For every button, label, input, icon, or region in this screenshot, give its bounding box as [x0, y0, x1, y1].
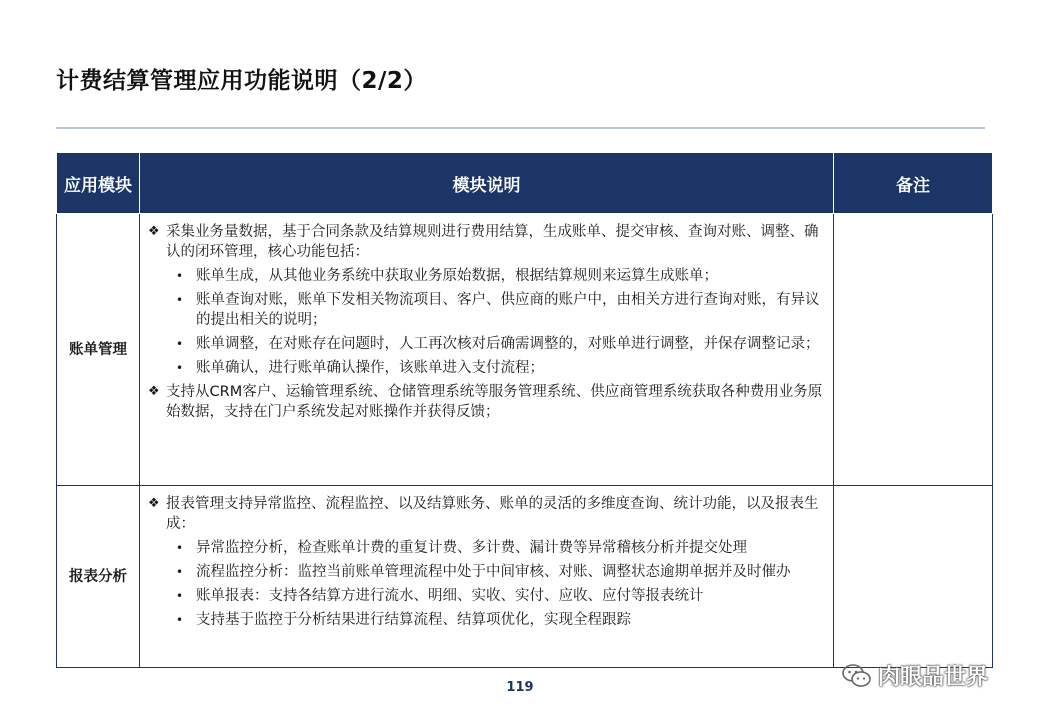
title-divider	[56, 127, 985, 129]
column-header-note: 备注	[834, 153, 993, 214]
column-header-description: 模块说明	[140, 153, 834, 214]
column-header-module: 应用模块	[57, 153, 140, 214]
lead-item: ❖ 报表管理支持异常监控、流程监控、以及结算账务、账单的灵活的多维度查询、统计功能，以及报表生成：	[148, 496, 819, 532]
page-number: 119	[506, 680, 534, 695]
table-header-row	[57, 153, 993, 214]
dot-bullet-icon: •	[176, 361, 184, 375]
dot-bullet-icon: •	[176, 565, 184, 579]
dot-bullet-icon: •	[176, 589, 184, 603]
module-name: 报表分析	[57, 486, 140, 668]
dot-bullet-icon: •	[176, 293, 184, 307]
lead-item: ❖ 采集业务量数据，基于合同条款及结算规则进行费用结算，生成账单、提交审核、查询对账、调整、确认的闭环管理，核心功能包括：	[148, 224, 819, 260]
dot-bullet-icon: •	[176, 269, 184, 283]
dot-bullet-icon: •	[176, 613, 184, 627]
table-row	[57, 214, 993, 486]
page-title: 计费结算管理应用功能说明（2/2）	[56, 68, 427, 94]
function-table	[56, 152, 993, 668]
table-row	[57, 486, 993, 668]
module-description	[140, 214, 834, 486]
dot-bullet-icon: •	[176, 541, 184, 555]
note-cell	[834, 486, 993, 668]
note-cell	[834, 214, 993, 486]
sub-item: • 账单生成，从其他业务系统中获取业务原始数据，根据结算规则来运算生成账单；	[176, 268, 718, 284]
sub-item: • 账单调整，在对账存在问题时，人工再次核对后确需调整的，对账单进行调整，并保存调整记录；	[176, 336, 820, 352]
wechat-icon	[842, 663, 872, 689]
watermark-text: 肉眼品世界	[878, 665, 989, 690]
module-description	[140, 486, 834, 668]
sub-item: • 账单报表：支持各结算方进行流水、明细、实收、实付、应收、应付等报表统计	[176, 588, 704, 604]
diamond-bullet-icon: ❖	[148, 496, 160, 511]
module-name: 账单管理	[57, 214, 140, 486]
sub-item: • 账单确认，进行账单确认操作，该账单进入支付流程；	[176, 360, 544, 376]
sub-item: • 支持基于监控于分析结果进行结算流程、结算项优化，实现全程跟踪	[176, 612, 631, 628]
sub-item: • 异常监控分析，检查账单计费的重复计费、多计费、漏计费等异常稽核分析并提交处理	[176, 540, 747, 556]
watermark	[842, 660, 988, 691]
dot-bullet-icon: •	[176, 337, 184, 351]
sub-item: • 账单查询对账，账单下发相关物流项目、客户、供应商的账户中，由相关方进行查询对账，有异议的提出相关的说明；	[176, 292, 820, 328]
diamond-bullet-icon: ❖	[148, 384, 160, 399]
diamond-bullet-icon: ❖	[148, 224, 160, 239]
lead-item: ❖ 支持从CRM客户、运输管理系统、仓储管理系统等服务管理系统、供应商管理系统获取各种费用业务原始数据，支持在门户系统发起对账操作并获得反馈；	[148, 384, 823, 420]
sub-item: • 流程监控分析：监控当前账单管理流程中处于中间审核、对账、调整状态逾期单据并及时催办	[176, 564, 791, 580]
